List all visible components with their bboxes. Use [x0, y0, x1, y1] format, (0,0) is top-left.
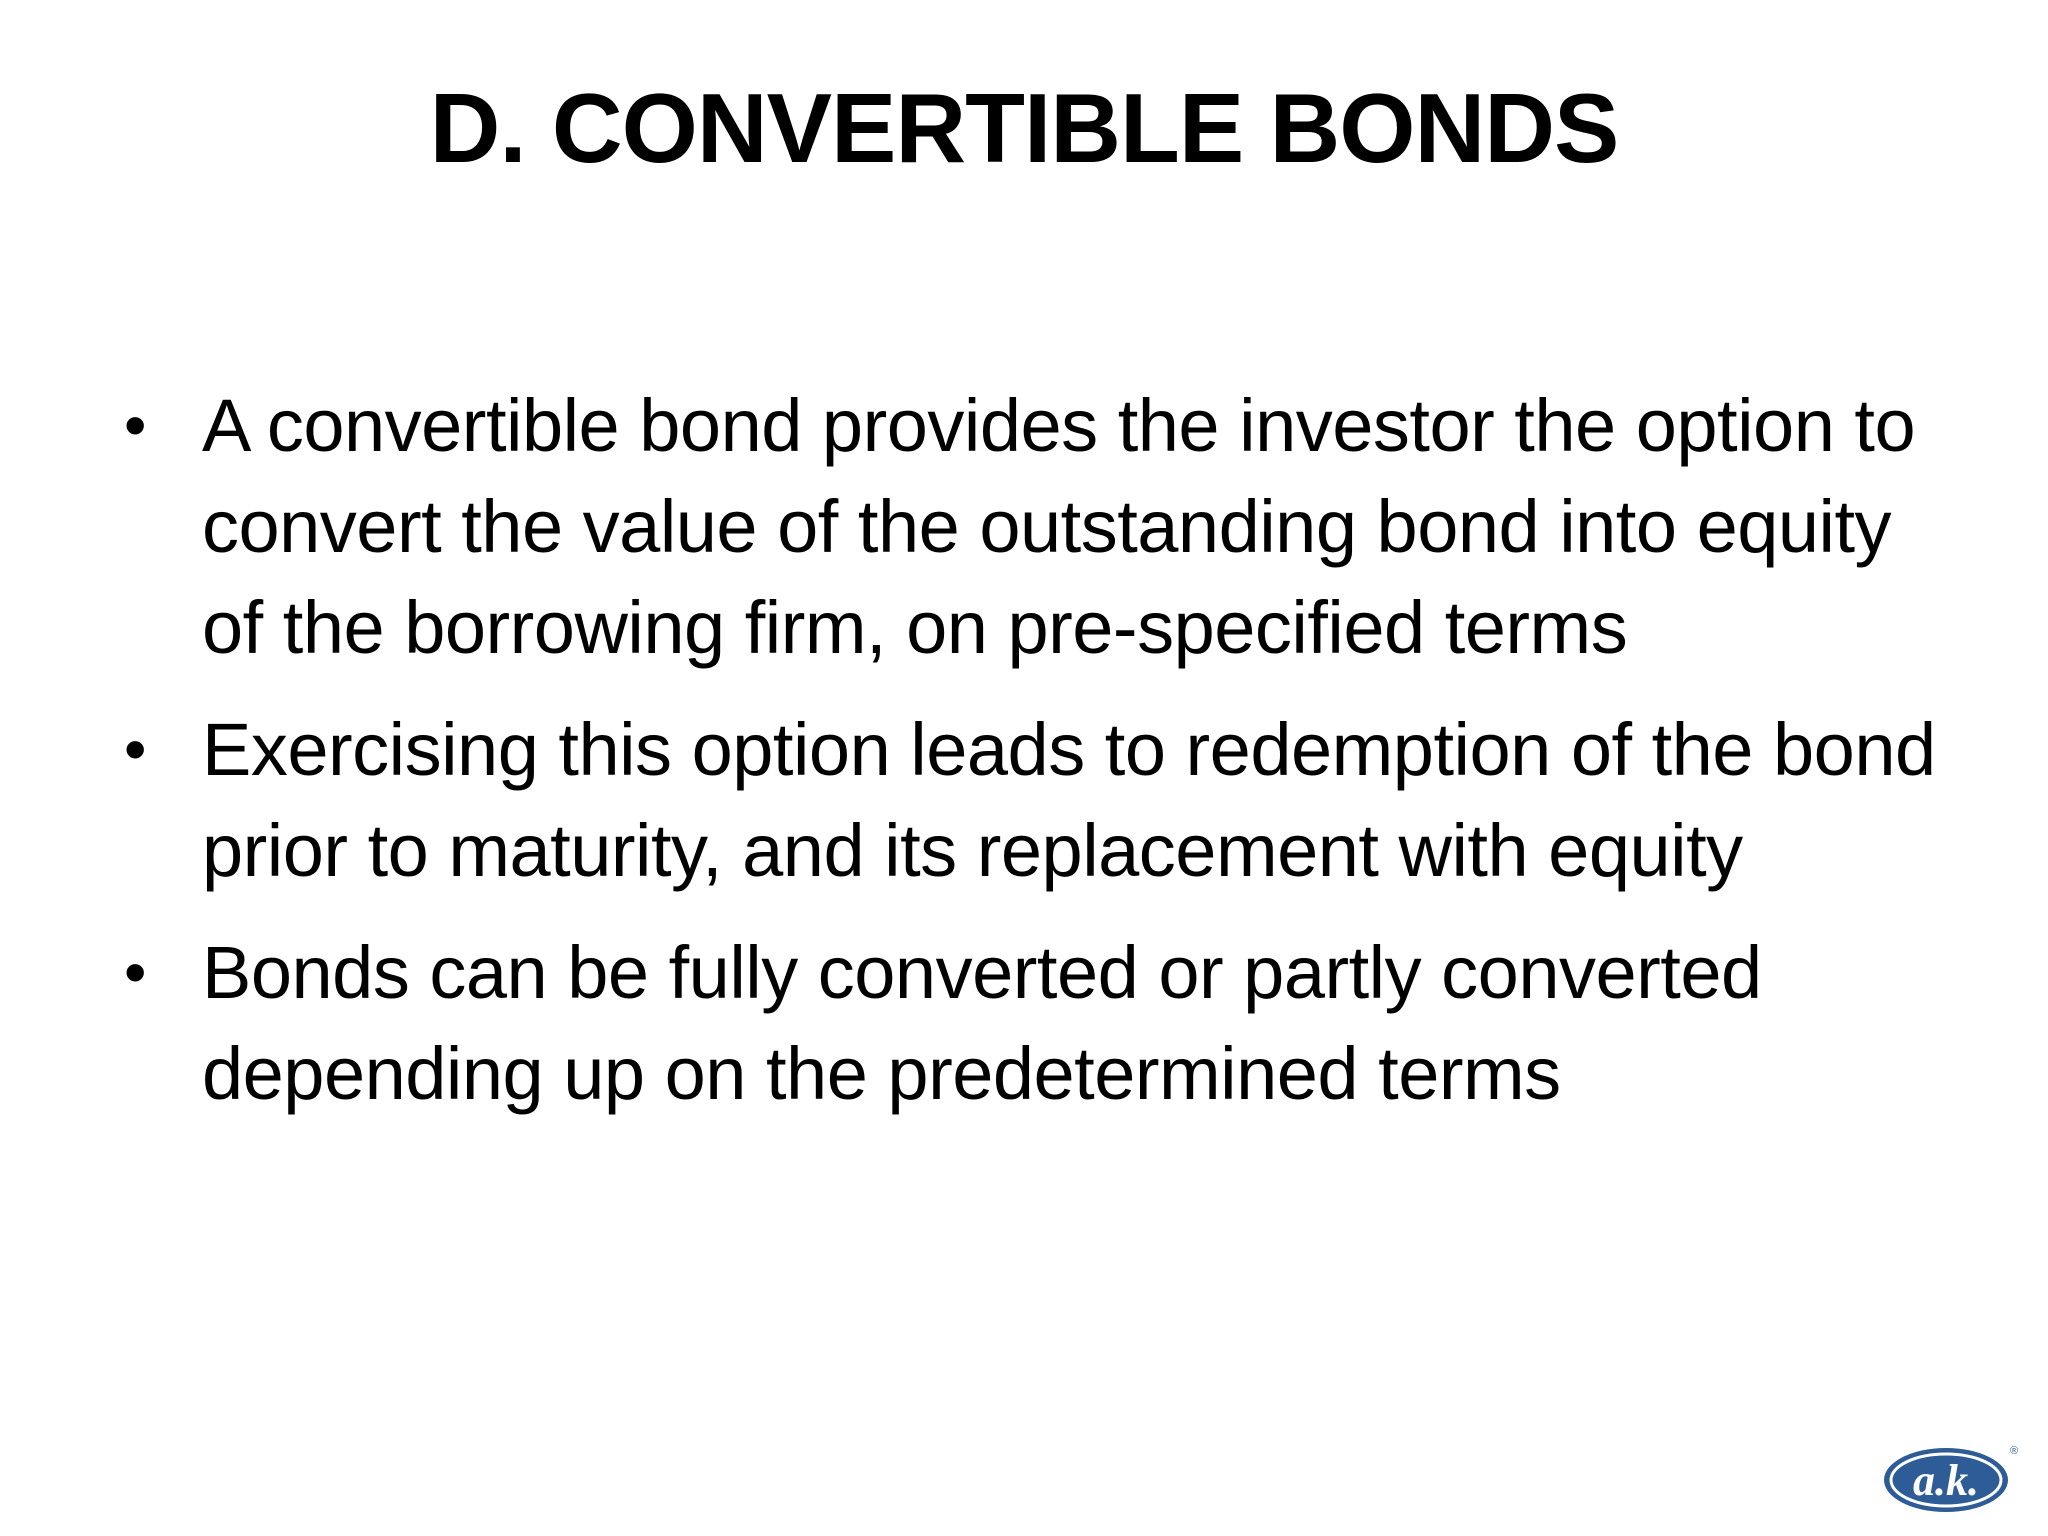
logo-registered-mark: ® [2009, 1445, 2019, 1457]
bullet-text: Bonds can be fully converted or partly converted depending up on the predetermined terms [202, 931, 1762, 1115]
bullet-icon: • [124, 389, 146, 461]
bullet-text: A convertible bond provides the investor the option to convert the value of the outstanding bond into equity of the borrowing firm, on pre-specified terms [202, 384, 1916, 669]
bullet-icon: • [124, 936, 146, 1008]
bullet-icon: • [124, 713, 146, 785]
bullet-item [118, 699, 1948, 901]
slide-title: D. CONVERTIBLE BONDS [429, 73, 1619, 183]
bullet-item [118, 922, 1948, 1124]
logo-text: a.k. [1913, 1456, 1979, 1505]
ak-logo [1880, 1440, 2022, 1516]
bullet-item [118, 375, 1948, 678]
bullet-text: Exercising this option leads to redemption of the bond prior to maturity, and its replacement with equity [202, 708, 1936, 892]
bullet-list [118, 375, 1948, 1145]
